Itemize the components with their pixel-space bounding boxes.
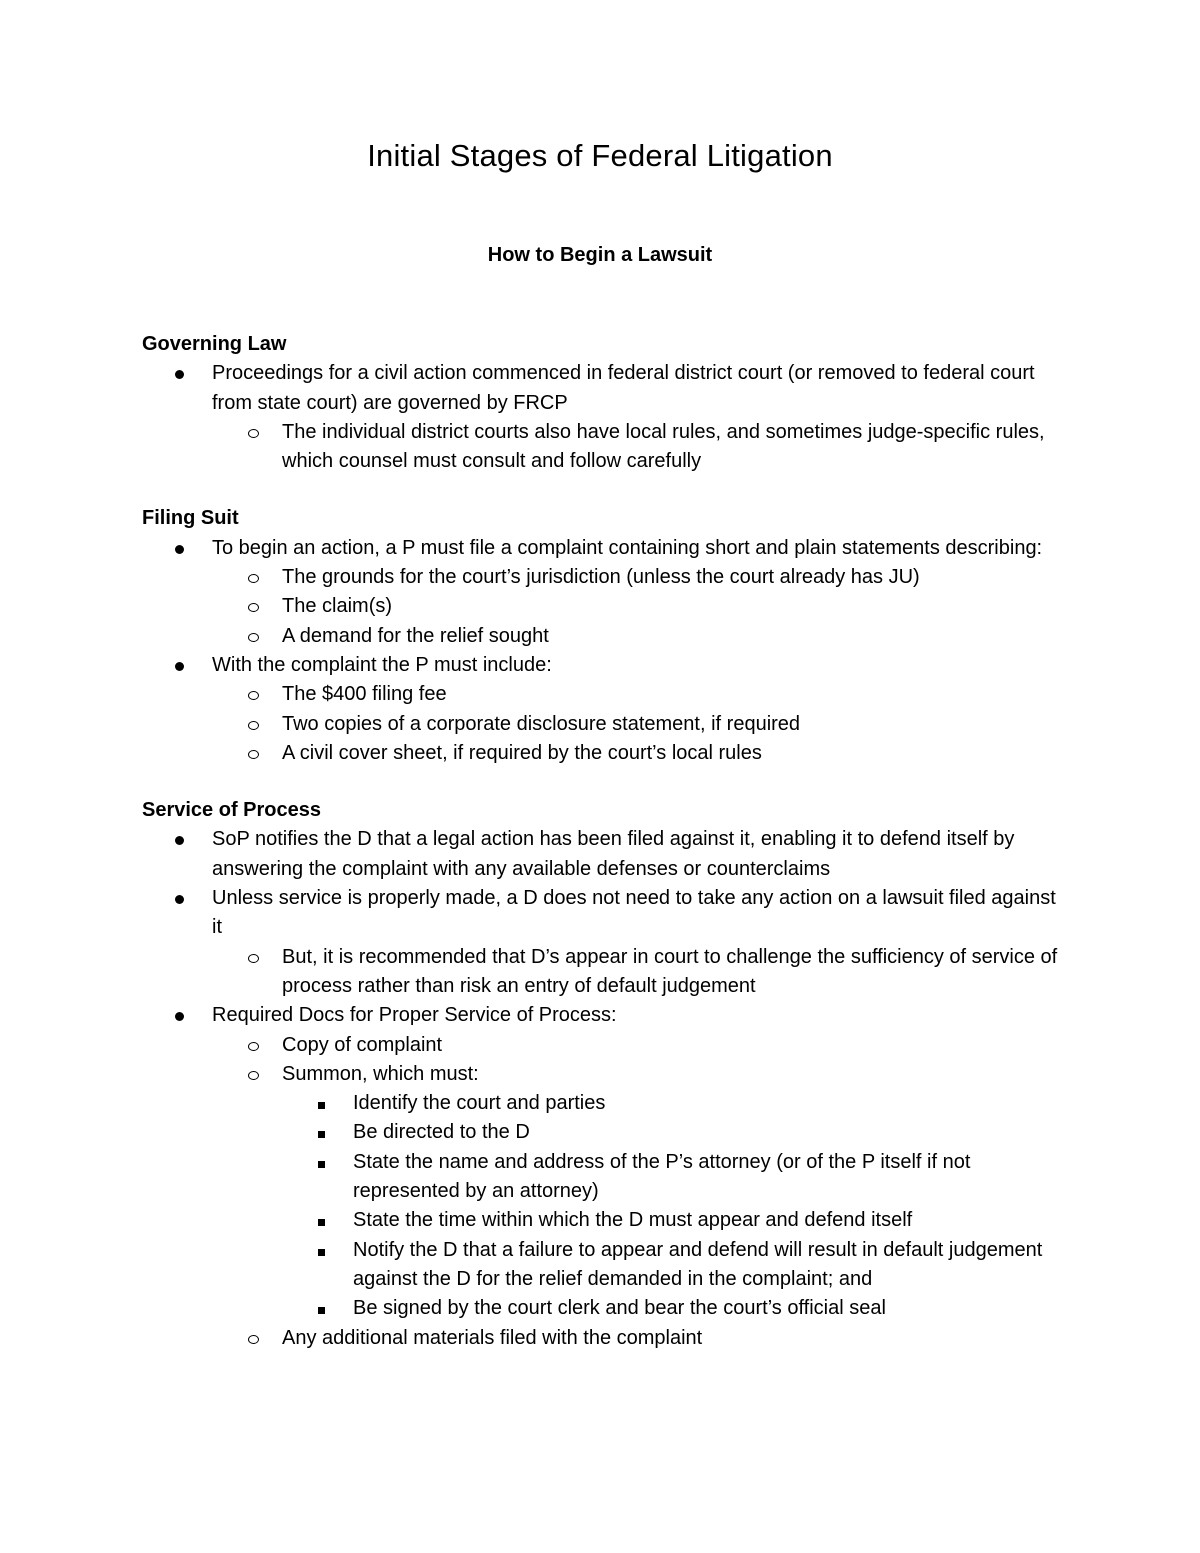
list-item-text: Copy of complaint [282, 1033, 443, 1056]
bullet-circle-icon [248, 1324, 259, 1353]
list-item [142, 1118, 1062, 1147]
list-item [142, 534, 1062, 563]
bullet-circle-icon [248, 1031, 259, 1060]
list-item-text: The $400 filing fee [282, 683, 447, 706]
list-item-text: To begin an action, a P must file a complaint containing short and plain statements describing: [212, 536, 1043, 559]
section-heading: Filing Suit [142, 507, 239, 530]
list-item [142, 710, 1062, 739]
bullet-square-icon [318, 1294, 325, 1323]
list-item-text: Unless service is properly made, a D does not need to take any action on a lawsuit filed against it [212, 887, 1056, 939]
document-body [142, 330, 1062, 1381]
list-item-text: A civil cover sheet, if required by the court’s local rules [282, 741, 762, 764]
bullet-square-icon [318, 1206, 325, 1235]
list-item-text: Proceedings for a civil action commenced in federal district court (or removed to federal court from state court) are governed by FRCP [212, 362, 1035, 414]
bullet-circle-icon [248, 622, 259, 651]
list-item [142, 418, 1062, 477]
list-item [142, 651, 1062, 680]
bullet-dot-icon [175, 534, 184, 563]
bullet-circle-icon [248, 739, 259, 768]
list-item [142, 1001, 1062, 1030]
section-governing-law [142, 330, 1062, 476]
bullet-circle-icon [248, 418, 259, 447]
bullet-square-icon [318, 1118, 325, 1147]
list-item [142, 563, 1062, 592]
bullet-circle-icon [248, 592, 259, 621]
list-item [142, 592, 1062, 621]
list-item [142, 1089, 1062, 1118]
list-item-text: But, it is recommended that D’s appear in court to challenge the sufficiency of service of process rather than risk an entry of default judgement [282, 945, 1058, 997]
bullet-circle-icon [248, 710, 259, 739]
bullet-circle-icon [248, 1060, 259, 1089]
list-item [142, 1236, 1062, 1295]
bullet-circle-icon [248, 943, 259, 972]
list-item-text: SoP notifies the D that a legal action has been filed against it, enabling it to defend itself by answering the complaint with any available defenses or counterclaims [212, 828, 1015, 880]
list-item-text: With the complaint the P must include: [212, 653, 552, 676]
list-item-text: The grounds for the court’s jurisdiction (unless the court already has JU) [282, 566, 920, 589]
bullet-dot-icon [175, 1001, 184, 1030]
section-service-of-process [142, 796, 1062, 1353]
list-item [142, 884, 1062, 943]
list-item-text: Notify the D that a failure to appear and defend will result in default judgement against the D for the relief demanded in the complaint; and [353, 1238, 1043, 1290]
list-item-text: State the time within which the D must appear and defend itself [353, 1209, 913, 1232]
list-item [142, 943, 1062, 1002]
bullet-circle-icon [248, 563, 259, 592]
list-item [142, 1031, 1062, 1060]
bullet-dot-icon [175, 825, 184, 854]
section-heading: Governing Law [142, 333, 287, 355]
list-item-text: State the name and address of the P’s attorney (or of the P itself if not represented by an attorney) [353, 1150, 971, 1203]
list-item-text: Identify the court and parties [353, 1092, 606, 1115]
document-title: Initial Stages of Federal Litigation [367, 138, 833, 173]
bullet-square-icon [318, 1089, 325, 1118]
list-item-text: The claim(s) [282, 595, 393, 618]
bullet-square-icon [318, 1236, 325, 1265]
bullet-dot-icon [175, 884, 184, 913]
list-item-text: Required Docs for Proper Service of Process: [212, 1004, 617, 1027]
list-item [142, 1060, 1062, 1089]
bullet-dot-icon [175, 651, 184, 680]
list-item-text: The individual district courts also have local rules, and sometimes judge-specific rules, which counsel must consult and follow carefully [282, 420, 1045, 473]
list-item [142, 739, 1062, 768]
section-heading: Service of Process [142, 799, 321, 822]
list-item [142, 622, 1062, 651]
list-item-text: A demand for the relief sought [282, 624, 549, 647]
section-filing-suit [142, 504, 1062, 768]
list-item-text: Any additional materials filed with the complaint [282, 1326, 703, 1349]
list-item-text: Be directed to the D [353, 1121, 530, 1144]
document-subtitle: How to Begin a Lawsuit [487, 244, 713, 266]
list-item-text: Be signed by the court clerk and bear the court’s official seal [353, 1297, 886, 1320]
list-item [142, 1148, 1062, 1207]
bullet-square-icon [318, 1148, 325, 1177]
bullet-dot-icon [175, 359, 184, 388]
list-item-text: Two copies of a corporate disclosure statement, if required [282, 712, 801, 735]
bullet-list [142, 534, 1062, 768]
bullet-list [142, 825, 1062, 1352]
bullet-circle-icon [248, 680, 259, 709]
list-item [142, 1206, 1062, 1235]
list-item [142, 680, 1062, 709]
list-item [142, 1324, 1062, 1353]
list-item-text: Summon, which must: [282, 1062, 479, 1085]
list-item [142, 1294, 1062, 1323]
list-item [142, 825, 1062, 884]
list-item [142, 359, 1062, 418]
bullet-list [142, 359, 1062, 476]
